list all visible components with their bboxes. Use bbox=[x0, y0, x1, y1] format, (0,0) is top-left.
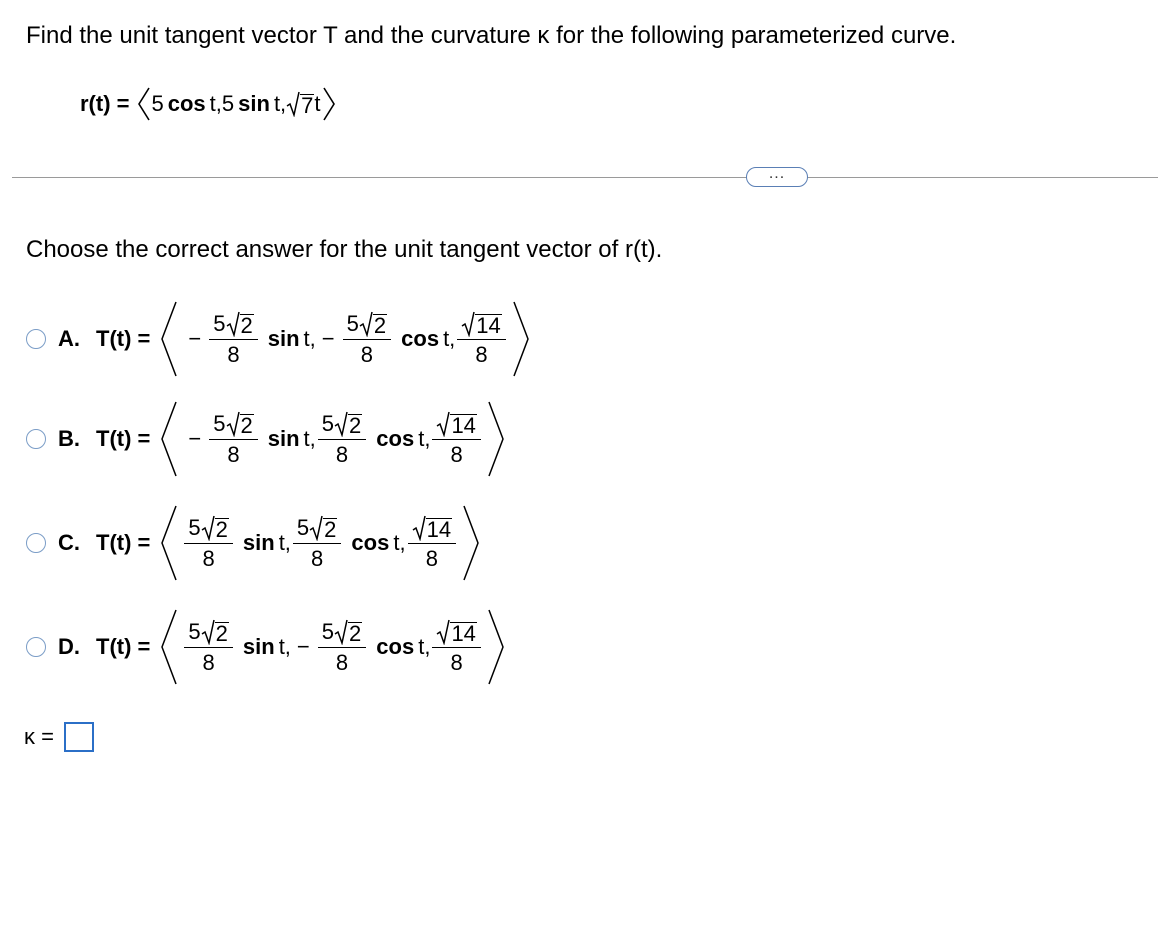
denominator: 8 bbox=[311, 545, 324, 571]
option-letter: D. bbox=[58, 634, 80, 659]
denominator: 8 bbox=[335, 441, 349, 467]
curve-text-2: t, bbox=[273, 91, 287, 116]
denominator: 8 bbox=[360, 341, 374, 367]
left-angle-bracket-icon bbox=[156, 300, 182, 378]
curve-label: r(t) = bbox=[80, 91, 130, 116]
func-cos: cos bbox=[376, 634, 415, 659]
curvature-input[interactable] bbox=[64, 722, 94, 752]
radicand: 14 bbox=[426, 516, 452, 542]
coef: 5 bbox=[188, 618, 201, 644]
fraction-1 bbox=[209, 411, 258, 468]
denominator: 8 bbox=[450, 441, 463, 467]
right-angle-bracket-icon bbox=[483, 400, 509, 478]
func-cos: cos bbox=[376, 426, 415, 451]
curve-func-cos: cos bbox=[167, 91, 206, 116]
radio-button[interactable] bbox=[26, 329, 46, 349]
minus-sign: − bbox=[296, 634, 310, 659]
option-d[interactable] bbox=[26, 602, 509, 692]
option-c[interactable] bbox=[26, 498, 484, 588]
curve-radicand: 7 bbox=[301, 93, 314, 118]
minus-sign: − bbox=[188, 426, 202, 451]
radicand: 14 bbox=[451, 620, 476, 646]
curvature-answer-row bbox=[24, 722, 94, 752]
coef: 5 bbox=[321, 618, 335, 644]
fraction-2 bbox=[293, 515, 342, 572]
fraction-3 bbox=[457, 311, 505, 368]
radical-icon bbox=[461, 311, 475, 337]
option-letter: C. bbox=[58, 530, 80, 555]
radio-button[interactable] bbox=[26, 533, 46, 553]
radical-icon bbox=[334, 411, 348, 437]
minus-sign: − bbox=[321, 326, 335, 351]
curve-func-sin: sin bbox=[238, 91, 270, 116]
curve-text-1: t,5 bbox=[209, 91, 235, 116]
radicand: 14 bbox=[476, 312, 501, 338]
func-sin: sin bbox=[242, 530, 275, 555]
radical-icon bbox=[201, 619, 215, 645]
fraction-3 bbox=[432, 619, 480, 676]
denominator: 8 bbox=[450, 649, 463, 675]
right-angle-bracket-icon bbox=[458, 504, 484, 582]
option-label: T(t) = bbox=[96, 634, 151, 659]
fraction-1 bbox=[184, 619, 233, 676]
sep: t, bbox=[418, 634, 431, 659]
radical-icon bbox=[309, 515, 323, 541]
sep: t, bbox=[443, 326, 456, 351]
denominator: 8 bbox=[425, 545, 438, 571]
curve-sqrt bbox=[286, 91, 314, 117]
radical-icon bbox=[226, 311, 240, 337]
coef: 5 bbox=[321, 410, 335, 436]
radicand: 2 bbox=[240, 312, 253, 338]
radical-icon bbox=[436, 619, 450, 645]
radicand: 14 bbox=[451, 412, 476, 438]
curve-coef-1: 5 bbox=[151, 91, 164, 116]
radical-icon bbox=[334, 619, 348, 645]
radicand: 2 bbox=[349, 620, 362, 646]
sep: t, bbox=[278, 634, 291, 659]
fraction-1 bbox=[209, 311, 258, 368]
radicand: 2 bbox=[215, 516, 228, 542]
fraction-2 bbox=[318, 619, 367, 676]
right-angle-bracket-icon bbox=[483, 608, 509, 686]
left-angle-bracket-icon bbox=[156, 504, 182, 582]
option-label: T(t) = bbox=[96, 426, 151, 451]
fraction-2 bbox=[343, 311, 392, 368]
func-sin: sin bbox=[267, 326, 300, 351]
sep: t, bbox=[278, 530, 291, 555]
section-divider bbox=[12, 177, 1158, 178]
more-options-button[interactable]: ... bbox=[746, 167, 808, 187]
coef: 5 bbox=[213, 310, 226, 336]
radical-icon bbox=[359, 311, 373, 337]
func-sin: sin bbox=[267, 426, 300, 451]
minus-sign: − bbox=[188, 326, 202, 351]
option-a[interactable] bbox=[26, 294, 534, 384]
right-angle-bracket-icon bbox=[321, 86, 337, 122]
radio-button[interactable] bbox=[26, 429, 46, 449]
radicand: 2 bbox=[373, 312, 387, 338]
right-angle-bracket-icon bbox=[508, 300, 534, 378]
radicand: 2 bbox=[240, 412, 253, 438]
denominator: 8 bbox=[475, 341, 488, 367]
coef: 5 bbox=[188, 514, 201, 540]
option-b[interactable] bbox=[26, 394, 509, 484]
sep: t, bbox=[303, 426, 316, 451]
radio-button[interactable] bbox=[26, 637, 46, 657]
radical-icon bbox=[412, 515, 426, 541]
radicand: 2 bbox=[324, 516, 337, 542]
denominator: 8 bbox=[202, 545, 215, 571]
option-letter: B. bbox=[58, 426, 80, 451]
left-angle-bracket-icon bbox=[136, 86, 152, 122]
problem-prompt: Find the unit tangent vector T and the curvature κ for the following parameterized curve. bbox=[26, 22, 957, 49]
fraction-3 bbox=[432, 411, 480, 468]
func-cos: cos bbox=[401, 326, 440, 351]
fraction-3 bbox=[408, 515, 456, 572]
option-letter: A. bbox=[58, 326, 80, 351]
curve-text-3: t bbox=[314, 91, 321, 116]
option-label: T(t) = bbox=[96, 530, 151, 555]
sep: t, bbox=[303, 326, 316, 351]
fraction-2 bbox=[318, 411, 367, 468]
denominator: 8 bbox=[227, 441, 240, 467]
coef: 5 bbox=[213, 410, 226, 436]
kappa-label: κ = bbox=[24, 724, 54, 749]
denominator: 8 bbox=[335, 649, 349, 675]
curve-definition bbox=[80, 86, 337, 122]
left-angle-bracket-icon bbox=[156, 608, 182, 686]
radicand: 2 bbox=[349, 412, 362, 438]
denominator: 8 bbox=[202, 649, 215, 675]
denominator: 8 bbox=[227, 341, 240, 367]
func-cos: cos bbox=[351, 530, 390, 555]
sep: t, bbox=[418, 426, 431, 451]
radical-icon bbox=[286, 91, 300, 117]
question-text: Choose the correct answer for the unit tangent vector of r(t). bbox=[26, 236, 663, 263]
fraction-1 bbox=[184, 515, 233, 572]
coef: 5 bbox=[296, 514, 310, 540]
left-angle-bracket-icon bbox=[156, 400, 182, 478]
func-sin: sin bbox=[242, 634, 275, 659]
sep: t, bbox=[393, 530, 406, 555]
radical-icon bbox=[226, 411, 240, 437]
radicand: 2 bbox=[215, 620, 228, 646]
radical-icon bbox=[201, 515, 215, 541]
radical-icon bbox=[436, 411, 450, 437]
coef: 5 bbox=[346, 310, 359, 336]
option-label: T(t) = bbox=[96, 326, 151, 351]
